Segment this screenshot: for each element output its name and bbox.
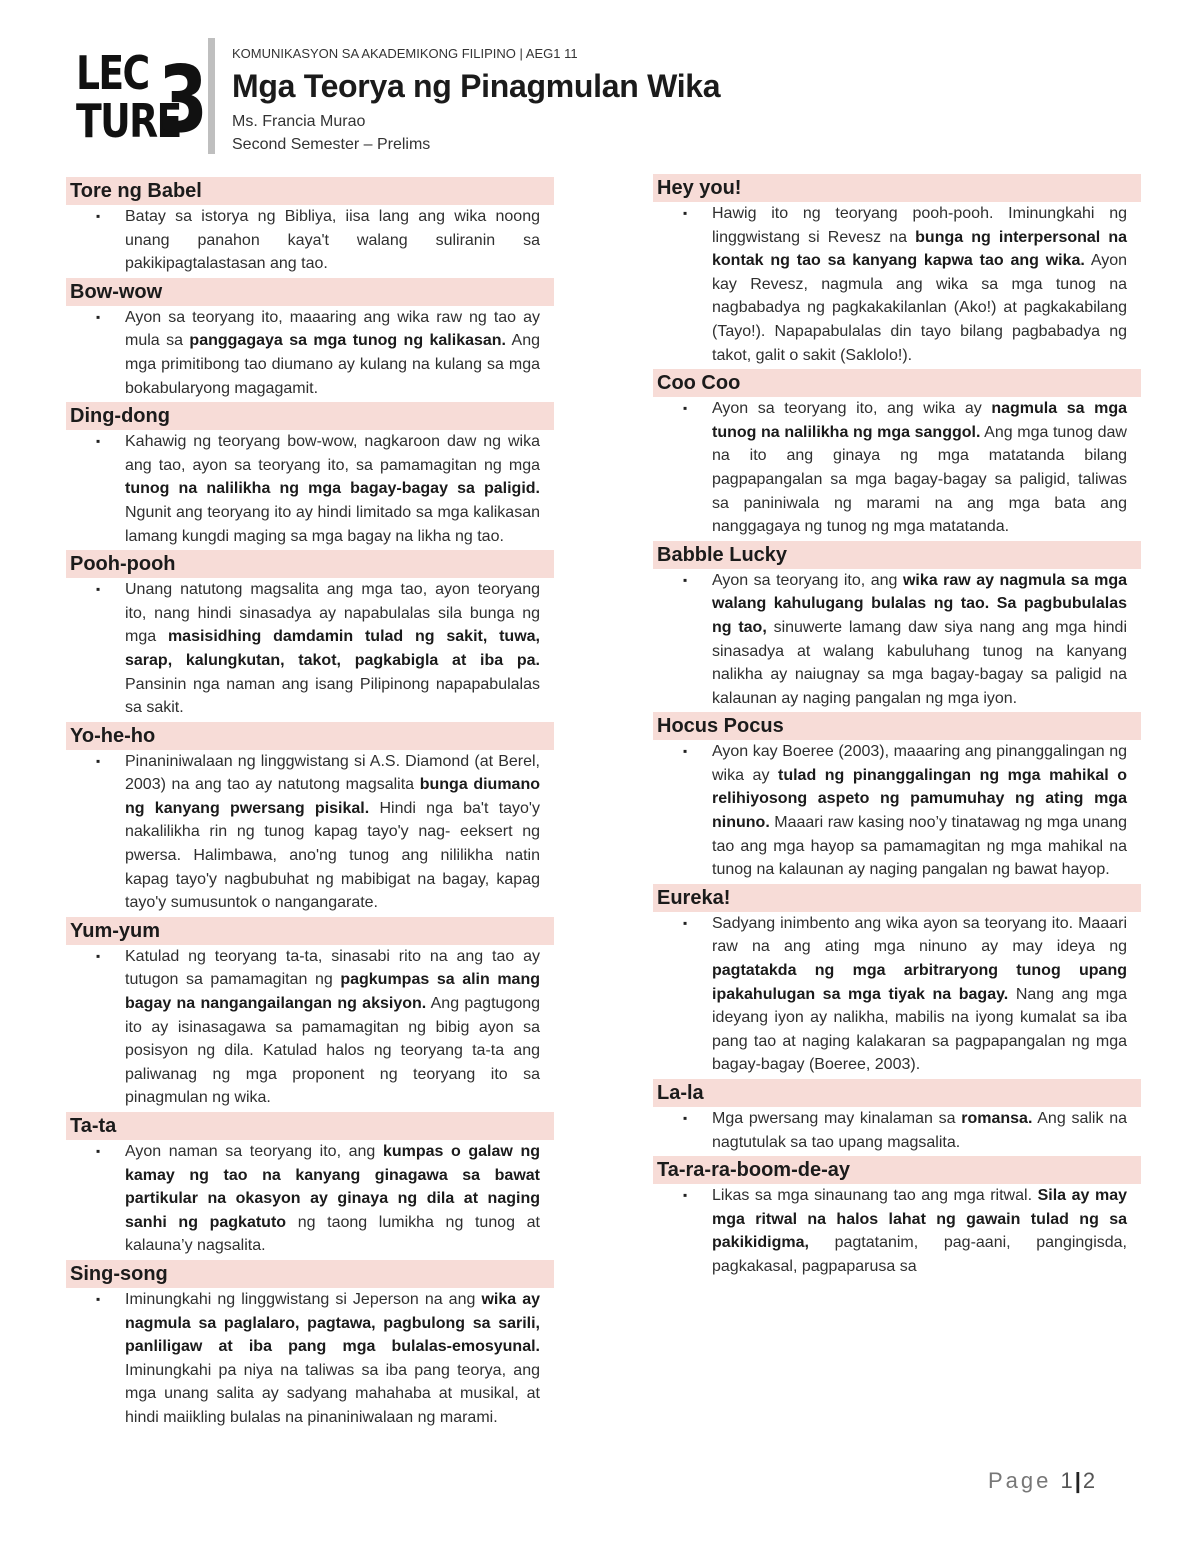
body-text: Unang natutong magsalita ang mga tao, ayon teoryang ito, nang hindi sinasadya ay napabulalas sila bunga ng mga (125, 581, 540, 646)
bold-text: wika ay nagmula sa paglalaro, pagtawa, pagbulong sa sarili, panliligaw at iba pang mga bulalas-emosyunal. (125, 1290, 540, 1356)
body-text: Pinaniniwalaan ng linggwistang si A.S. Diamond (at Berel, 2003) na ang tao ay natutong magsalita (125, 752, 540, 794)
section-list (653, 1107, 1141, 1154)
body-text: Ayon sa teoryang ito, maaaring ang wika raw ng tao ay mula sa (125, 308, 540, 350)
list-item (653, 740, 1127, 882)
page-word: Page (988, 1468, 1052, 1493)
section-list (66, 1140, 554, 1258)
section-list (653, 569, 1141, 711)
logo-number: 3 (158, 46, 208, 153)
bold-text: bunga ng interpersonal na kontak ng tao sa kanyang kapwa tao ang wika. (712, 228, 1128, 270)
body-text: Hawig ito ng teoryang pooh-pooh. Iminungkahi ng linggwistang si Revesz na (712, 205, 1127, 246)
section-heading-hocus-pocus: Hocus Pocus (653, 712, 1141, 740)
section-list (66, 945, 554, 1110)
section-list (66, 430, 554, 548)
section-heading-babble-lucky: Babble Lucky (653, 541, 1141, 569)
bold-text: wika raw ay nagmula sa mga walang kahulugang bulalas ng tao. Sa pagbubulalas ng tao, (712, 571, 1128, 636)
body-text: Kahawig ng teoryang bow-wow, nagkaroon daw ng wika ang tao, ayon sa teoryang ito, sa pamamagitan ng mga (125, 433, 540, 474)
body-text: Katulad ng teoryang ta-ta, sinasabi rito na ang tao ay tutugon sa pamamagitan ng (125, 947, 540, 989)
section-heading-la-la: La-la (653, 1079, 1141, 1107)
bold-text: kumpas o galaw ng kamay ng tao na kanyang ginagawa sa bawat partikular na okasyon ay ginaya ng dila at naging sanhi ng pagkatuto (125, 1143, 540, 1231)
body-text: Mga pwersang may kinalaman sa (712, 1110, 956, 1127)
body-text: Iminungkahi ng linggwistang si Jeperson na ang (125, 1290, 476, 1308)
section-list (66, 750, 554, 915)
section-heading-ta-ra-ra-boom-de-ay: Ta-ra-ra-boom-de-ay (653, 1156, 1141, 1184)
body-text: Ayon sa teoryang ito, ang (712, 571, 898, 589)
bold-text: tunog na nalilikha ng mga bagay-bagay sa paligid. (125, 480, 540, 498)
section-heading-yum-yum: Yum-yum (66, 917, 554, 945)
section-list (66, 1288, 554, 1430)
left-column (66, 175, 554, 1430)
section-heading-eureka: Eureka! (653, 884, 1141, 912)
body-text: Ayon kay Revesz, nagmula ang wika sa mga tunog na nagbabadya ng pagkakakilanlan (Ako!) at pagkakabilang (Tayo!). Napapabulalas din tayo bilang pagbabadya ng takot, galit o sakit (Saklolo!). (712, 252, 1127, 364)
body-text: Nang ang mga ideyang iyon ay nalikha, mabilis na iyong kumalat sa iba pang tao at naging kalakaran sa pagpapangalan ng mga bagay-bagay (Boeree, 2003). (712, 985, 1127, 1074)
body-text: Sadyang inimbento ang wika ayon sa teoryang ito. Maaari raw na ang ating mga ninuno ay may ideya ng (712, 914, 1127, 956)
list-item (653, 1107, 1127, 1154)
list-item (653, 569, 1127, 711)
list-item (66, 430, 540, 548)
list-item (653, 397, 1127, 539)
section-heading-tore-ng-babel: Tore ng Babel (66, 177, 554, 205)
list-item (66, 578, 540, 720)
course-code: KOMUNIKASYON SA AKADEMIKONG FILIPINO | AEG1 11 (232, 46, 578, 61)
body-text: Batay sa istorya ng Bibliya, iisa lang ang wika noong unang panahon kaya't walang suliranin sa pakikipagtalastasan ang tao. (125, 208, 540, 273)
section-heading-sing-song: Sing-song (66, 1260, 554, 1288)
section-list (66, 306, 554, 400)
bold-text: romansa. (961, 1110, 1033, 1127)
list-item (66, 205, 540, 276)
bold-text: nagmula sa mga tunog na nalilikha ng mga sanggol. (712, 400, 1128, 441)
bold-text: tulad ng pinanggalingan ng mga mahikal o relihiyosong aspeto ng pamumuhay ng ating mga ninuno. (712, 766, 1127, 832)
body-text: Ayon kay Boeree (2003), maaaring ang pinanggalingan ng wika ay (712, 743, 1127, 784)
body-text: Pansinin nga naman ang isang Pilipinong napapabulalas sa sakit. (125, 675, 540, 717)
body-text: Ayon sa teoryang ito, ang wika ay (712, 400, 982, 418)
page-footer (988, 1468, 1095, 1494)
section-heading-hey-you: Hey you! (653, 174, 1141, 202)
bold-text: bunga diumano ng kanyang pwersang pisikal. (125, 776, 541, 817)
instructor-name: Ms. Francia Murao (232, 113, 366, 130)
section-heading-pooh-pooh: Pooh-pooh (66, 550, 554, 578)
list-item (66, 306, 540, 400)
page-number: 1 (1060, 1468, 1073, 1493)
list-item (66, 1140, 540, 1258)
section-list (653, 397, 1141, 539)
list-item (66, 1288, 540, 1430)
section-list (653, 1184, 1141, 1278)
list-item (66, 750, 540, 915)
list-item (653, 202, 1127, 367)
section-list (66, 205, 554, 276)
body-text: Ang pagtugong ito ay isinasagawa sa pamamagitan ng bibig ayon sa posisyon ng dila. Katulad halos ng teoryang ta-ta ang paliwanag ng mga proponent ng teoryang ito sa pinagmulan ng wika. (125, 995, 541, 1107)
section-list (653, 202, 1141, 367)
page-separator: | (1074, 1468, 1081, 1493)
body-text: Hindi nga ba't tayo'y nakalilikha rin ng tunog kapag tayo'y nag- eeksert ng pwersa. Halimbawa, ano'ng tunog ang nililikha natin kapag tayo'y nagbubuhat ng mabibigat na bagay, kapag tayo'y sumusuntok o nangangarate. (125, 799, 540, 912)
list-item (653, 1184, 1127, 1278)
bold-text: panggagaya sa mga tunog ng kalikasan. (189, 332, 507, 350)
page-total: 2 (1082, 1468, 1096, 1493)
section-list (66, 578, 554, 720)
right-column (653, 172, 1141, 1279)
header-divider (208, 38, 215, 154)
body-text: pagtatanim, pag-aani, pangingisda, pagkakasal, pagpaparusa sa (712, 1234, 1127, 1275)
bold-text: pagkumpas sa alin mang bagay na nangangailangan ng aksiyon. (125, 971, 540, 1013)
body-text: Ayon naman sa teoryang ito, ang (125, 1143, 376, 1160)
lecture-logo (72, 46, 208, 156)
term-label: Second Semester – Prelims (232, 136, 431, 153)
bold-text: pagtatakda ng mga arbitraryong tunog upang ipakahulugan sa mga tiyak na bagay. (712, 962, 1127, 1003)
list-item (653, 912, 1127, 1077)
body-text: Likas sa mga sinaunang tao ang mga ritwal. (712, 1187, 1033, 1205)
section-heading-bow-wow: Bow-wow (66, 278, 554, 306)
body-text: Ang salik na nagtutulak sa tao upang magsalita. (712, 1110, 1127, 1151)
list-item (66, 945, 540, 1110)
body-text: Ang mga tunog daw na ito ang ginaya ng mga matatanda bilang pagpapangalan sa mga bagay-bagay sa paligid, taliwas sa paniniwala ng marami na ang mga bata ang nanggagaya ng tunog ng mga matatanda. (712, 423, 1127, 536)
section-list (653, 912, 1141, 1077)
logo-text-ture: TURE (76, 94, 181, 148)
bold-text: masisidhing damdamin tulad ng sakit, tuwa, sarap, kalungkutan, takot, pagkabigla at iba pa. (125, 628, 540, 669)
section-heading-ding-dong: Ding-dong (66, 402, 554, 430)
body-text: Maaari raw kasing noo’y tinatawag ng mga unang tao ang mga hayop sa pamamagitan ng mga mahikal na tunog na kalaunan ay naging pangalan ng bawat hayop. (712, 814, 1127, 879)
section-list (653, 740, 1141, 882)
logo-text-lec: LEC (76, 46, 149, 100)
section-heading-yo-he-ho: Yo-he-ho (66, 722, 554, 750)
body-text: Ang mga primitibong tao diumano ay kulang na kulang sa mga bokabularyong magagamit. (125, 332, 541, 397)
body-text: ng taong lumikha ng tunog at kalauna’y nagsalita. (125, 1213, 540, 1255)
page-title: Mga Teorya ng Pinagmulan Wika (232, 68, 721, 104)
section-heading-ta-ta: Ta-ta (66, 1112, 554, 1140)
section-heading-coo-coo: Coo Coo (653, 369, 1141, 397)
bold-text: Sila ay may mga ritwal na halos lahat ng gawain tulad ng sa pakikidigma, (712, 1187, 1128, 1252)
body-text: sinuwerte lamang daw siya nang ang mga hindi sinasadya at walang kabuluhang tunog na kanyang nalikha ay naiugnay sa mga bagay-bagay sa paligid na kalaunan ay naging pangalan ng mga iyon. (712, 618, 1128, 707)
body-text: Ngunit ang teoryang ito ay hindi limitado sa mga kalikasan lamang kungdi maging sa mga bagay na likha ng tao. (125, 503, 540, 545)
body-text: Iminungkahi pa niya na taliwas sa iba pang teorya, ang mga unang salita ay sadyang mahahaba at musikal, at hindi maiikling bulalas na pinaniniwalaan ng marami. (125, 1361, 540, 1426)
